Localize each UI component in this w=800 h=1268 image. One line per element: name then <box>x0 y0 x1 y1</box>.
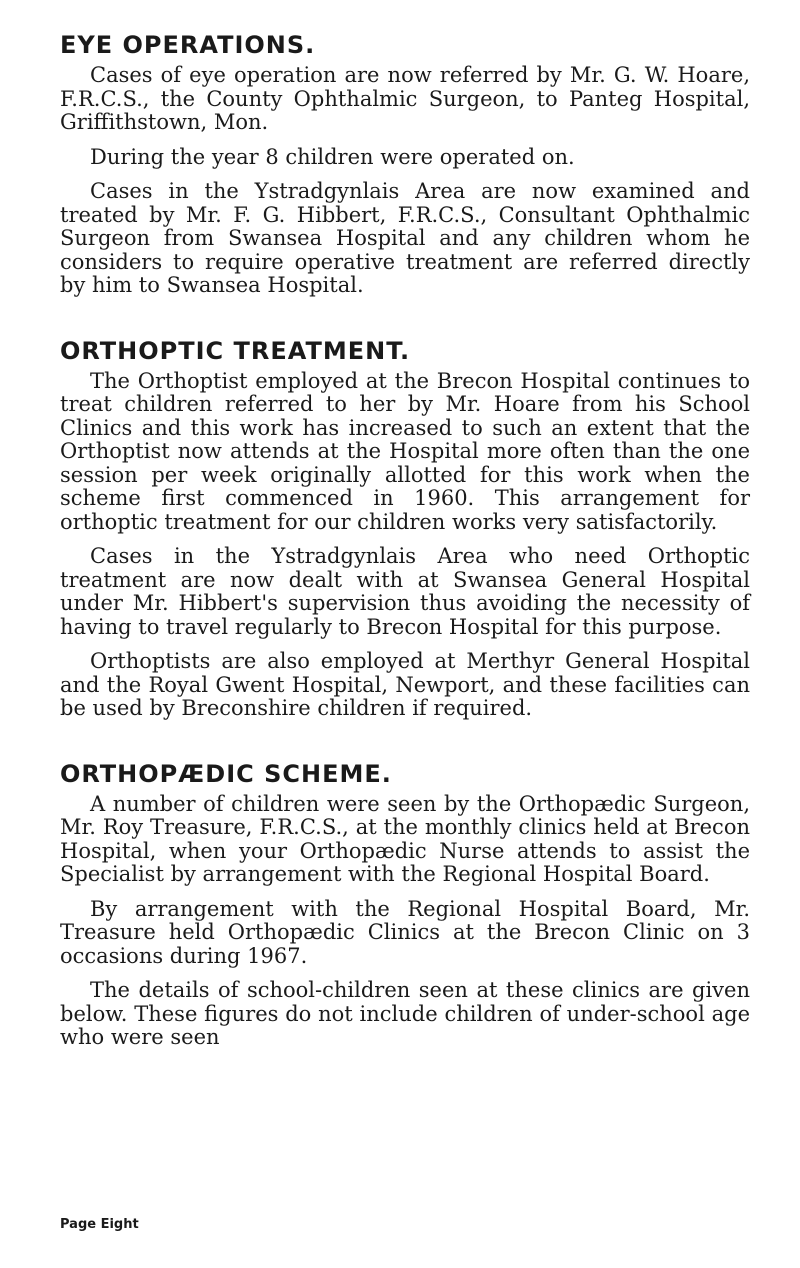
paragraph: Cases of eye operation are now referred by Mr. G. W. Hoare, F.R.C.S., the County Ophthalmic Surgeon, to Panteg Hospital, Griffithstown, Mon. <box>60 63 750 134</box>
paragraph: The Orthoptist employed at the Brecon Hospital continues to treat children referred to her by Mr. Hoare from his School Clinics and this work has increased to such an extent that the Orthoptist now attends at the Hospital more often than the one session per week originally allotted for this work when the scheme first commenced in 1960. This arrangement for orthoptic treatment for our children works very satisfactorily. <box>60 368 750 534</box>
document-page <box>60 30 750 1050</box>
paragraph: Cases in the Ystradgynlais Area are now examined and treated by Mr. F. G. Hibbert, F.R.C.S., Consultant Ophthalmic Surgeon from Swansea Hospital and any children whom he considers to require operative treatment are referred directly by him to Swansea Hospital. <box>60 179 750 297</box>
section-eye-operations <box>60 30 750 298</box>
paragraph: Orthoptists are also employed at Merthyr General Hospital and the Royal Gwent Hospital, Newport, and these facilities can be used by Breconshire children if required. <box>60 649 750 720</box>
section-heading: ORTHOPÆDIC SCHEME. <box>60 759 392 788</box>
page-number: Page Eight <box>60 1217 139 1232</box>
paragraph: During the year 8 children were operated on. <box>90 144 575 169</box>
paragraph: A number of children were seen by the Orthopædic Surgeon, Mr. Roy Treasure, F.R.C.S., at the monthly clinics held at Brecon Hospital, when your Orthopædic Nurse attends to assist the Specialist by arrangement with the Regional Hospital Board. <box>60 791 750 886</box>
section-heading: EYE OPERATIONS. <box>60 31 316 59</box>
paragraph: The details of school-children seen at these clinics are given below. These figures do not include children of under-school age who were seen <box>60 978 750 1049</box>
section-orthopaedic-scheme <box>60 759 750 1050</box>
section-orthoptic-treatment <box>60 336 750 721</box>
section-heading: ORTHOPTIC TREATMENT. <box>60 336 411 365</box>
paragraph: Cases in the Ystradgynlais Area who need Orthoptic treatment are now dealt with at Swansea General Hospital under Mr. Hibbert's supervision thus avoiding the necessity of having to travel regularly to Brecon Hospital for this purpose. <box>60 544 750 639</box>
paragraph: By arrangement with the Regional Hospital Board, Mr. Treasure held Orthopædic Clinics at the Brecon Clinic on 3 occasions during 1967. <box>60 896 750 968</box>
